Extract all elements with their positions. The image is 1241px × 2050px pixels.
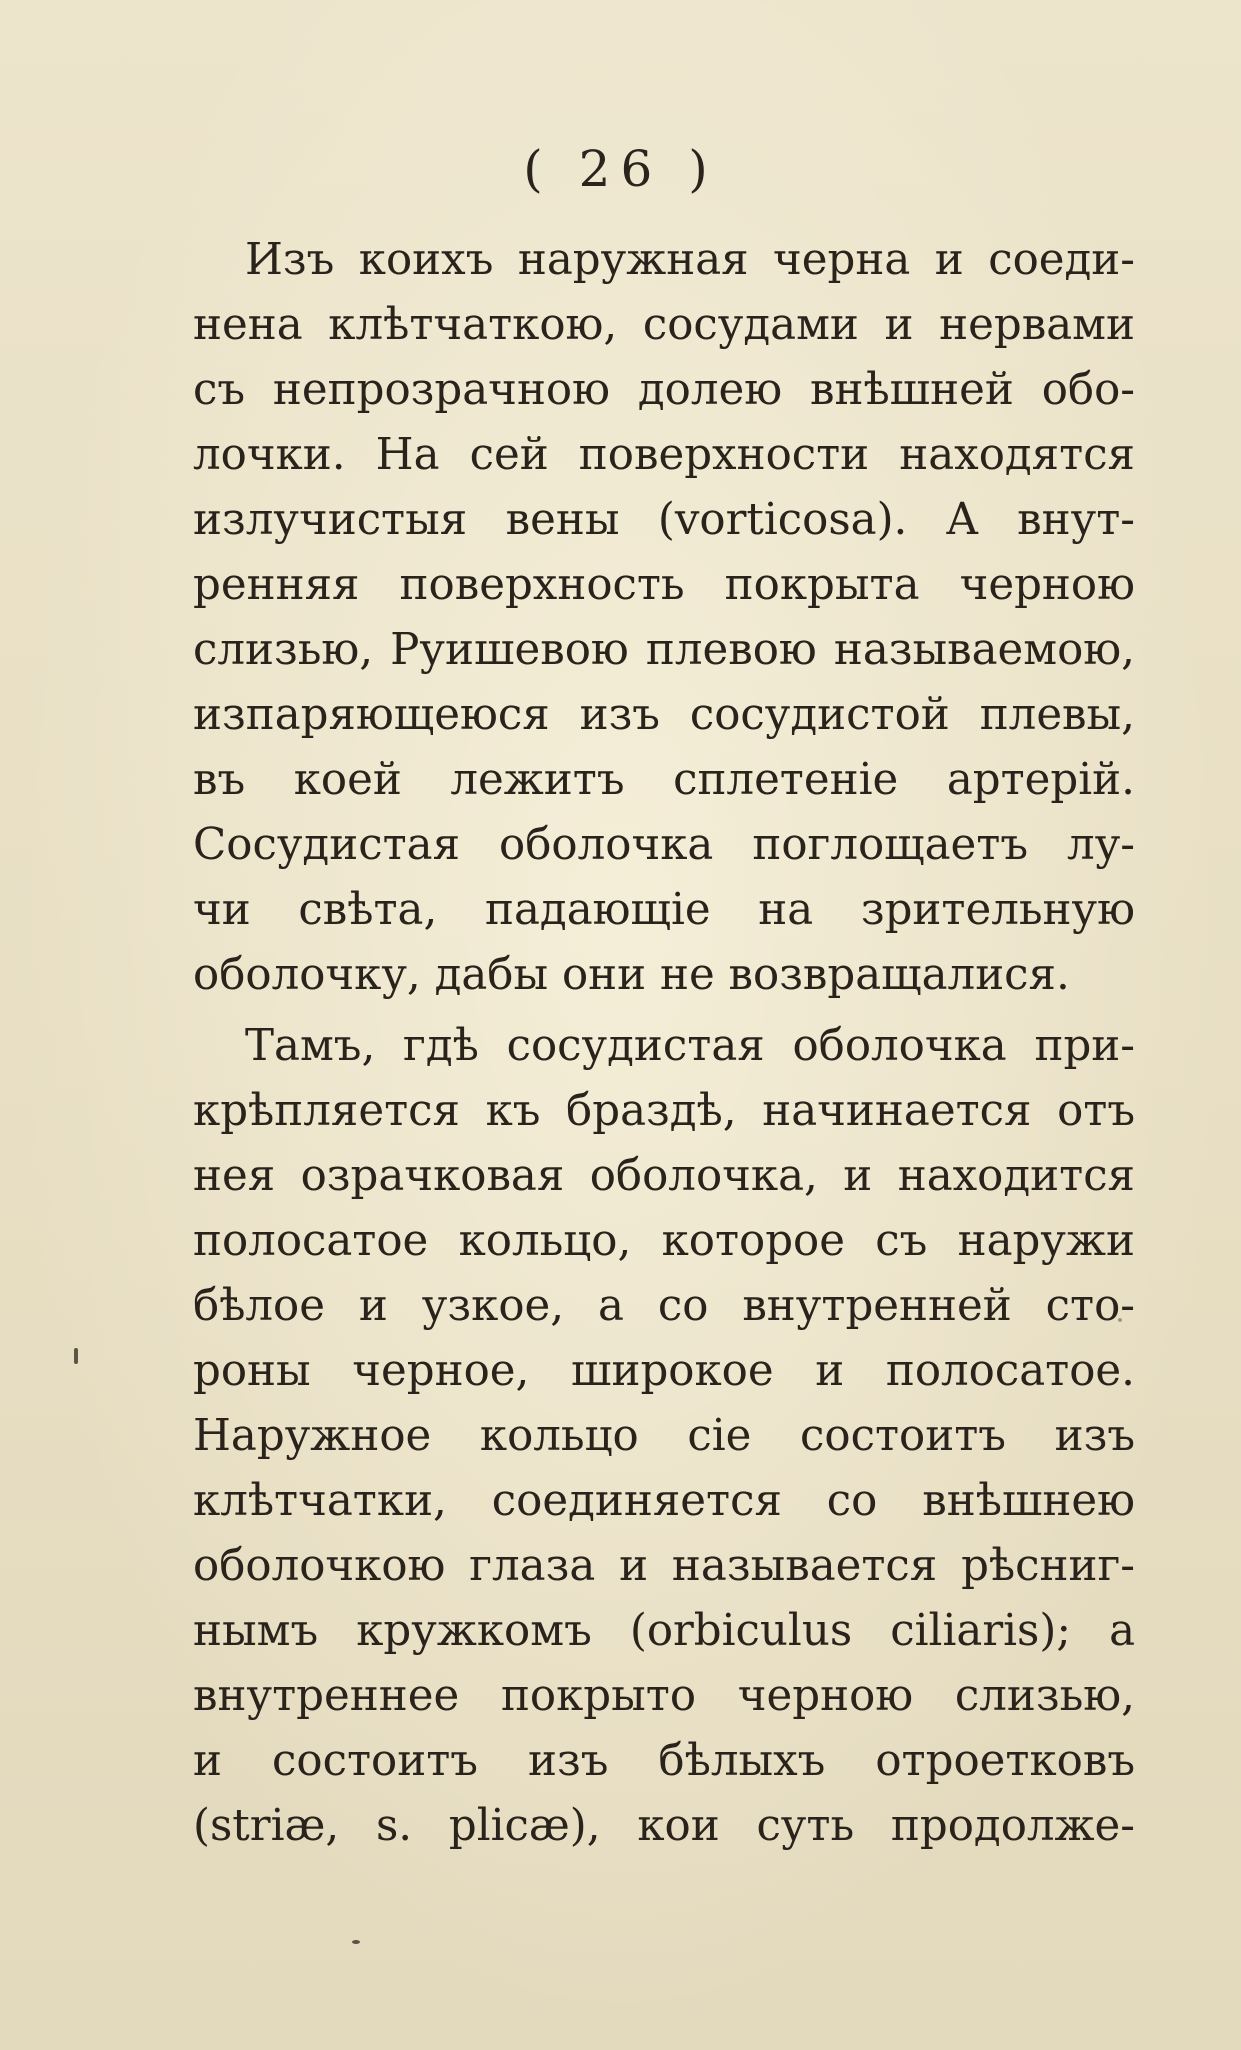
text-line: лочки. На сей поверхности находятся (193, 430, 1135, 480)
text-line: бѣлое и узкое, а со внутренней сто- (193, 1281, 1135, 1331)
text-line: Изъ коихъ наружная черна и соеди- (245, 235, 1135, 285)
paragraph-2 (193, 1014, 1135, 1859)
body-text (193, 228, 1135, 1859)
text-line: Тамъ, гдѣ сосудистая оболочка при- (245, 1021, 1135, 1071)
text-line: Сосудистая оболочка поглощаетъ лу- (193, 820, 1135, 870)
text-line: роны черное, широкое и полосатое. (193, 1346, 1135, 1396)
page-number: ( 26 ) (523, 140, 718, 198)
text-line: крѣпляется къ браздѣ, начинается отъ (193, 1086, 1135, 1136)
paragraph-1 (193, 228, 1135, 1008)
text-line: полосатое кольцо, которое съ наружи (193, 1216, 1135, 1266)
text-line: оболочку, дабы они не возвращалися. (193, 950, 1070, 1000)
text-line: въ коей лежитъ сплетеніе артерій. (193, 755, 1135, 805)
text-line: слизью, Руишевою плевою называемою, (193, 625, 1135, 675)
text-line: нея озрачковая оболочка, и находится (193, 1151, 1135, 1201)
text-line: клѣтчатки, соединяется со внѣшнею (193, 1476, 1135, 1526)
text-line: внутреннее покрыто черною слизью, (193, 1671, 1135, 1721)
text-line: нена клѣтчаткою, сосудами и нервами (193, 300, 1135, 350)
text-line: и состоитъ изъ бѣлыхъ отроетковъ (193, 1736, 1135, 1786)
text-line: Наружное кольцо сіе состоитъ изъ (193, 1411, 1135, 1461)
text-line: излучистыя вены (vorticosa). А внут- (193, 495, 1135, 545)
text-line: оболочкою глаза и называется рѣсниг- (193, 1541, 1135, 1591)
text-line: нымъ кружкомъ (orbiculus ciliaris); а (193, 1606, 1135, 1656)
text-line: чи свѣта, падающіе на зрительную (193, 885, 1135, 935)
text-line: (striæ, s. plicæ), кои суть продолже- (193, 1801, 1135, 1851)
ink-speck (74, 1348, 78, 1364)
text-line: ренняя поверхность покрыта черною (193, 560, 1135, 610)
text-line: съ непрозрачною долею внѣшней обо- (193, 365, 1135, 415)
ink-speck (352, 1940, 360, 1944)
ink-speck (1118, 1318, 1122, 1322)
text-line: изпаряющеюся изъ сосудистой плевы, (193, 690, 1135, 740)
